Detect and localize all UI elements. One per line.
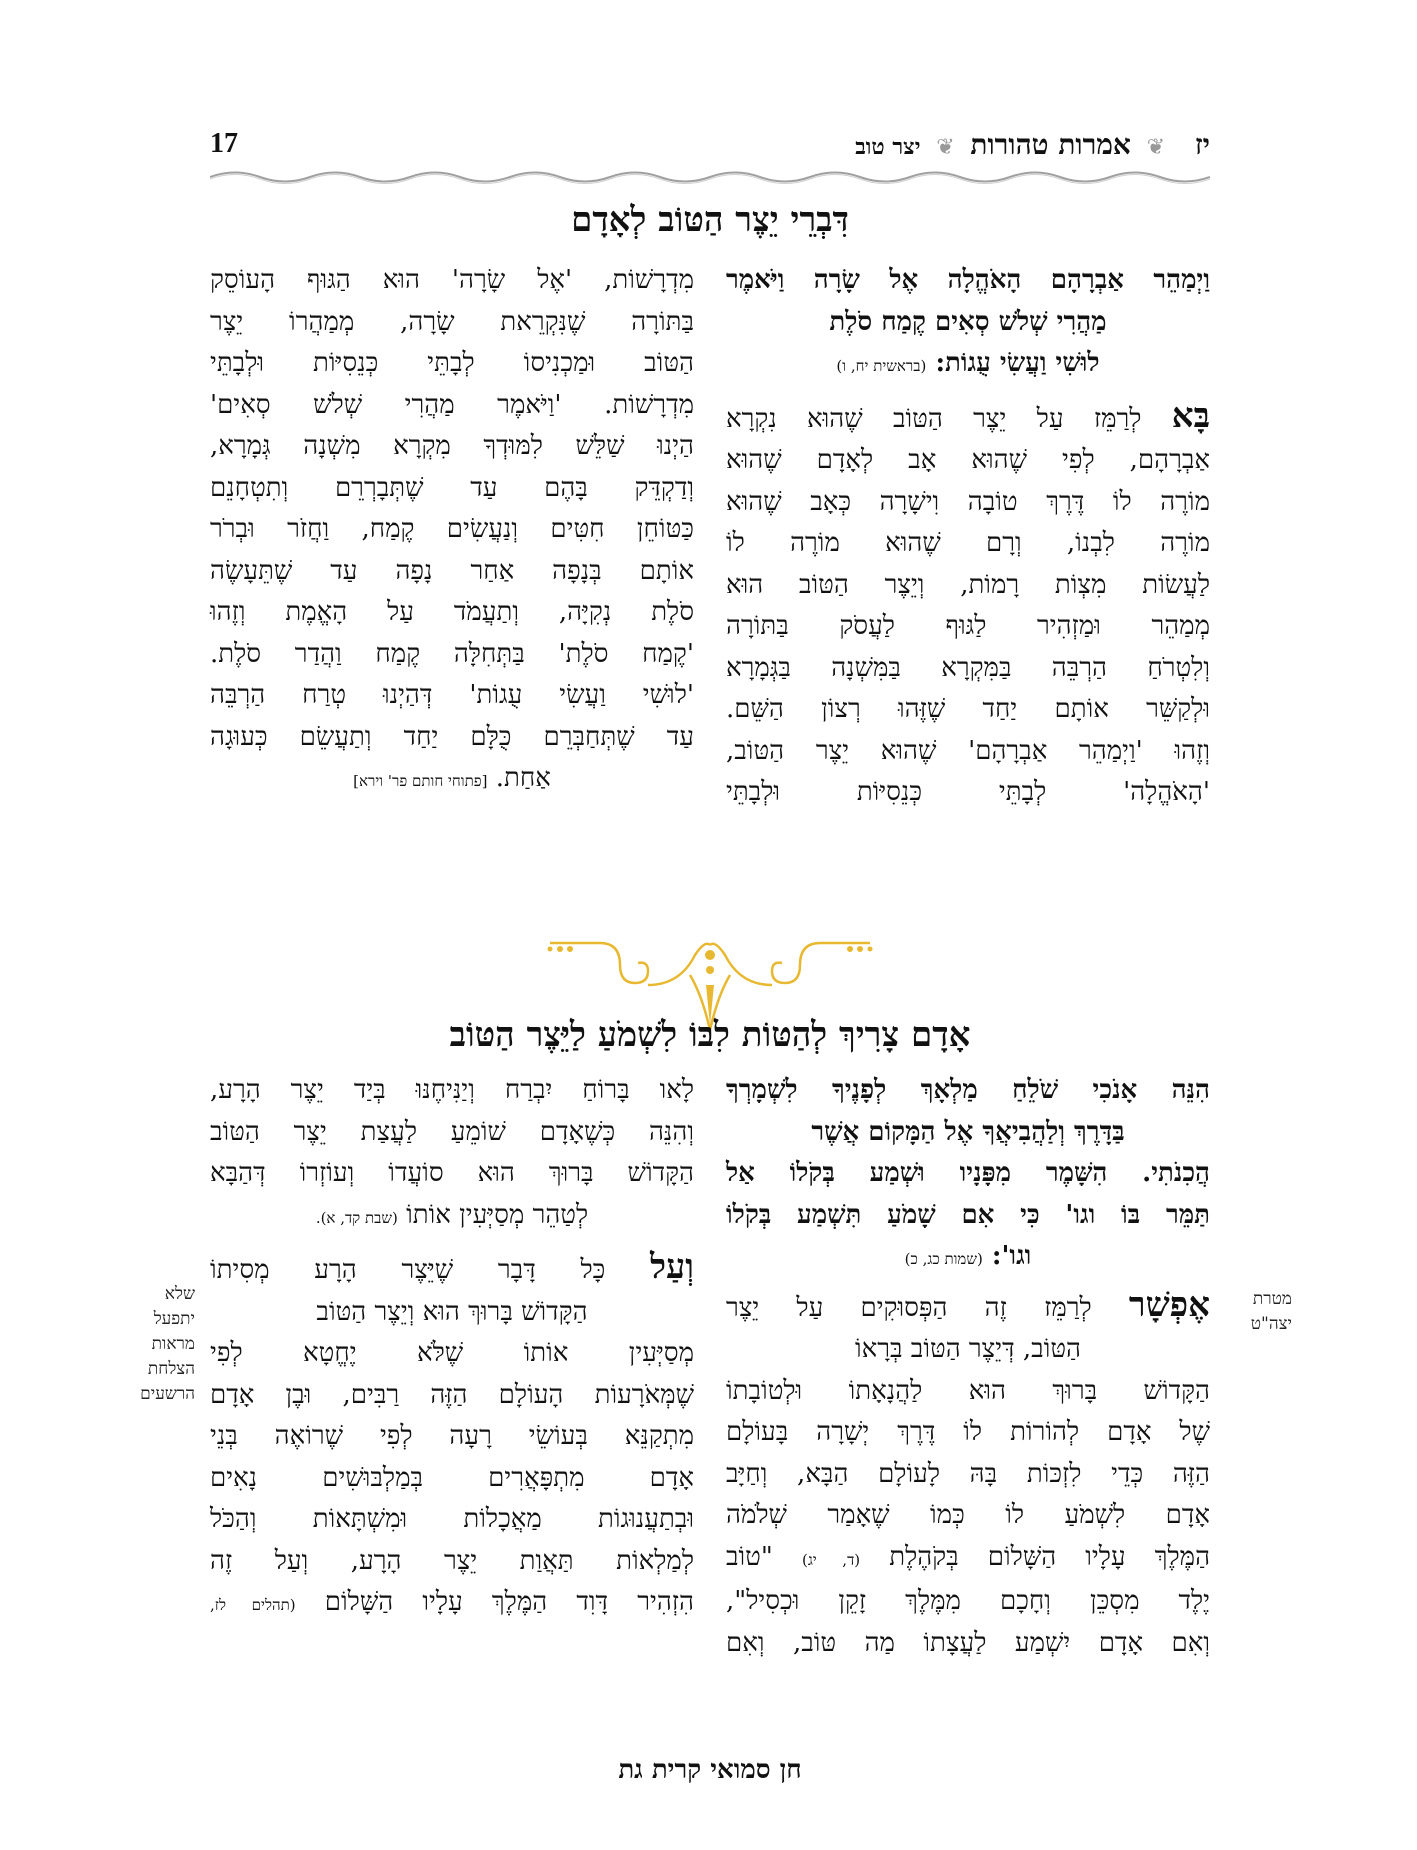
- fleuron-icon: ❦: [1146, 135, 1166, 160]
- source-citation: (תהלים לז,: [210, 1596, 296, 1614]
- book-title: אמרות טהורות: [970, 128, 1131, 161]
- verse-line-with-source: לוּשִׁי וַעֲשִׂי עֻגוֹת: (בראשית יח, ו): [836, 348, 1100, 378]
- text-line: מוֹרֶה לוֹ דֶּרֶךְ טוֹבָה וִישָׁרָה כְּאָב שֶׁהוּא: [726, 486, 1210, 517]
- text-line: וְהִנֵּה כְּשֶׁאָדָם שׁוֹמֵעַ לַעֲצַת יֵצֶר הַטּוֹב: [210, 1116, 694, 1147]
- margin-note-left: שלא יתפעל מראות הצלחת הרשעים: [140, 1284, 195, 1404]
- text-line: בַּתּוֹרָה שֶׁנִּקְרֵאת שָׂרָה, מְמַהֲרוֹ יֵצֶר: [210, 306, 694, 337]
- text-line: הַיְנוּ שַׁלֵּשׁ לִמּוּדְךָ מִקְרָא מִשְׁנָה גְּמָרָא,: [210, 431, 694, 461]
- verse-source: (בראשית יח, ו): [836, 357, 927, 375]
- hebrew-page-number: יז: [1194, 128, 1210, 161]
- text-line: אַבְרָהָם, לְפִי שֶׁהוּא אָב לְאָדָם שֶׁהוּא: [726, 445, 1210, 475]
- section-title: אָדָם צָרִיךְ לְהַטּוֹת לִבּוֹ לִשְׁמֹעַ לַיֵּצֶר הַטּוֹב: [449, 1015, 971, 1055]
- text-line-with-source: הִזְהִיר דָּוִד הַמֶּלֶךְ עָלָיו הַשָּׁלוֹם (תהלים לז,: [210, 1587, 694, 1617]
- text-line: אֶפְשָׁר לְרַמֵּז זֶה הַפְּסוּקִים עַל יֵצֶר: [726, 1284, 1211, 1325]
- text-line-with-source: לְטַהֵר מְסַיְּעִין אוֹתוֹ (שבת קד, א).: [315, 1199, 589, 1230]
- text-line: מִדְרָשׁוֹת, 'אֶל שָׂרָה' הוּא הַגּוּף הָעוֹסֵק: [210, 265, 694, 295]
- text-line: וְדַקְדֵּק בָּהֶם עַד שֶׁתְּבָרְרֵם וְתִטְחָנֵם: [210, 472, 694, 503]
- lead-word: אֶפְשָׁר: [1128, 1284, 1211, 1325]
- verse-line: תַּמֵּר בּוֹ וגו' כִּי אִם שָׁמֹעַ תִּשְׁמַע בְּקֹלוֹ: [726, 1199, 1210, 1230]
- text-line: וְזֶהוּ 'וַיְמַהֵר אַבְרָהָם' שֶׁהוּא יֵצֶר הַטּוֹב,: [726, 735, 1210, 766]
- source-citation: (ד, יג): [801, 1550, 861, 1569]
- page-number: 17: [210, 128, 238, 159]
- text-line: מִדְרָשׁוֹת. 'וַיֹּאמֶר מַהֲרִי שְׁלֹשׁ סְאִים': [210, 389, 694, 420]
- source-citation: [פתוחי חותם פר' וירא]: [353, 772, 488, 790]
- lead-word: בָּא: [1171, 395, 1211, 436]
- text-line: מִתְקַנֵּא בְּעוֹשֵׂי רָעָה לְפִי שֶׁרוֹאֶה בְּנֵי: [210, 1421, 694, 1451]
- margin-note-right: מטרת יצה"ט: [1250, 1289, 1292, 1334]
- section2-left-column: [210, 1070, 694, 1627]
- text-line: מְמַהֵר וּמַזְהִיר לַגּוּף לַעֲסֹק בַּתּוֹרָה: [726, 611, 1210, 641]
- text-line: מְסַיְּעִין אוֹתוֹ שֶׁלֹּא יֶחֱטָא לְפִי: [210, 1338, 694, 1368]
- source-citation: (שבת קד, א).: [315, 1208, 398, 1227]
- verse-line: הֲכִנֹתִי. הִשָּׁמֶר מִפָּנָיו וּשְׁמַע בְּקֹלוֹ אַל: [726, 1158, 1210, 1188]
- text-line-with-source: הַמֶּלֶךְ עָלָיו הַשָּׁלוֹם בְּקֹהֶלֶת (ד, יג) "טוֹב: [726, 1541, 1211, 1572]
- text-line: וְאִם אָדָם יִשְׁמַע לַעֲצָתוֹ מַה טּוֹב, וְאִם: [726, 1627, 1210, 1658]
- text-line: סֹלֶת נְקִיָּה, וְתַעֲמֹד עַל הָאֱמֶת וְזֶהוּ: [210, 597, 694, 627]
- text-line: לַעֲשׂוֹת מִצְוֹת רָמוֹת, וְיֵצֶר הַטּוֹב הוּא: [726, 569, 1210, 600]
- text-line: הַקָּדוֹשׁ בָּרוּךְ הוּא לַהֲנָאָתוֹ וּלְטוֹבָתוֹ: [726, 1375, 1210, 1406]
- running-header: [210, 128, 1210, 168]
- text-line: שֶׁמְּאֹרָעוֹת הָעוֹלָם הַזֶּה רַבִּים, וּבֶן אָדָם: [210, 1379, 694, 1410]
- decorative-header-rule: [210, 168, 1210, 186]
- text-line: הַזֶּה כְּדֵי לִזְכּוֹת בָּהּ לָעוֹלָם הַבָּא, וְחַיָּב: [726, 1458, 1210, 1489]
- text-line: בָּא לְרַמֵּז עַל יֵצֶר הַטּוֹב שֶׁהוּא נִקְרָא: [726, 395, 1211, 436]
- text-line: לָאו בָּרוֹחַ יִבְרַח וְיַנִּיחֶנּוּ בְּיַד יֵצֶר הָרָע,: [210, 1075, 694, 1105]
- text-line: 'לוּשִׁי וַעֲשִׂי עֻגוֹת' דְּהַיְנוּ טְרַח הַרְבֵּה: [210, 680, 694, 710]
- text-line-with-source: אַחַת. [פתוחי חותם פר' וירא]: [353, 763, 551, 793]
- text-line: 'הָאֹהֱלָה' לְבָתֵּי כְּנֵסִיּוֹת וּלְבָתֵּי: [726, 777, 1210, 807]
- text-line: יֶלֶד מִסְכֵּן וְחָכָם מִמֶּלֶךְ זָקֵן וּכְסִיל",: [726, 1586, 1210, 1616]
- fleuron-icon: ❦: [936, 135, 955, 160]
- section1-right-column: [726, 260, 1210, 814]
- verse-source: (שמות כג, כ): [904, 1250, 983, 1268]
- section-title: דִּבְרֵי יֵצֶר הַטּוֹב לְאָדָם: [571, 200, 849, 240]
- text-line: אָדָם מִתְפָּאֲרִים בְּמַלְבּוּשִׁים נָאִים: [210, 1462, 694, 1493]
- text-line: עַד שֶׁתְּחַבְּרֵם כֻּלָּם יַחַד וְתַעֲשֵׂם כְּעוּגָה: [210, 721, 694, 752]
- lead-word: וְעַל: [650, 1247, 695, 1287]
- verse-line: מַהֲרִי שְׁלֹשׁ סְאִים קֶמַח סֹלֶת: [829, 306, 1107, 337]
- text-line: הַטּוֹב וּמַכְנִיסוֹ לְבָתֵּי כְּנֵסִיּוֹת וּלְבָתֵּי: [210, 348, 694, 378]
- text-line: וְעַל כָּל דָּבָר שֶׁיֵּצֶר הָרָע מְסִיתוֹ: [210, 1247, 695, 1287]
- verse-line-with-source: וגו': (שמות כג, כ): [904, 1241, 1032, 1271]
- text-line: הַקָּדוֹשׁ בָּרוּךְ הוּא וְיֵצֶר הַטּוֹב: [316, 1296, 588, 1327]
- page-footer: חן סמואי קרית גת: [618, 1755, 802, 1785]
- text-line: כַּטּוֹחֵן חִטִּים וְנַעֲשִׂים קֶמַח, וַחֲזֹר וּבְרֹר: [210, 514, 694, 544]
- section1-left-column: [210, 260, 694, 803]
- text-line: אָדָם לִשְׁמֹעַ לוֹ כְּמוֹ שֶׁאָמַר שְׁלֹמֹה: [726, 1500, 1210, 1530]
- text-line: הַקָּדוֹשׁ בָּרוּךְ הוּא סוֹעֲדוֹ וְעוֹזְרוֹ דְּהַבָּא: [210, 1158, 694, 1188]
- chapter-title: יצר טוב: [855, 134, 921, 160]
- verse-line: בַּדָּרֶךְ וְלַהֲבִיאֲךָ אֶל הַמָּקוֹם אֲשֶׁר: [811, 1116, 1125, 1147]
- text-line: וּבְתַעֲנוּגוֹת מַאֲכָלוֹת וּמִשְׁתָּאוֹת וְהַכֹּל: [210, 1504, 694, 1534]
- text-line: 'קֶמַח סֹלֶת' בַּתְּחִלָּה קֶמַח וַהֲדַר סֹלֶת.: [210, 638, 694, 669]
- text-line: אוֹתָם בְּנָפָה אַחַר נָפָה עַד שֶׁתֵּעָשֶׂה: [210, 555, 694, 586]
- verse-line: הִנֵּה אָנֹכִי שֹׁלֵחַ מַלְאָךְ לְפָנֶיךָ לִשְׁמָרְךָ: [726, 1075, 1210, 1105]
- header-title-group: [855, 128, 1210, 162]
- text-line: לְמַלְאוֹת תַּאֲוַת יֵצֶר הָרָע, וְעַל זֶה: [210, 1545, 694, 1576]
- text-line: הַטּוֹב, דְּיֵצֶר הַטּוֹב בְּרָאוֹ: [854, 1334, 1081, 1364]
- text-line: וּלְקַשֵּׁר אוֹתָם יַחַד שֶׁזֶּהוּ רְצוֹן הַשֵּׁם.: [726, 694, 1210, 724]
- verse-line: וַיְמַהֵר אַבְרָהָם הָאֹהֱלָה אֶל שָׂרָה וַיֹּאמֶר: [726, 265, 1210, 295]
- text-line: וְלִטְרֹחַ הַרְבֵּה בַּמִּקְרָא בַּמִּשְׁנָה בַּגְּמָרָא: [726, 652, 1210, 683]
- text-line: שֶׁל אָדָם לְהוֹרוֹת לוֹ דֶּרֶךְ יְשָׁרָה בָּעוֹלָם: [726, 1417, 1210, 1447]
- text-line: מוֹרֶה לִבְנוֹ, וְרָם שֶׁהוּא מוֹרֶה לוֹ: [726, 528, 1210, 558]
- section2-right-column: [726, 1070, 1210, 1664]
